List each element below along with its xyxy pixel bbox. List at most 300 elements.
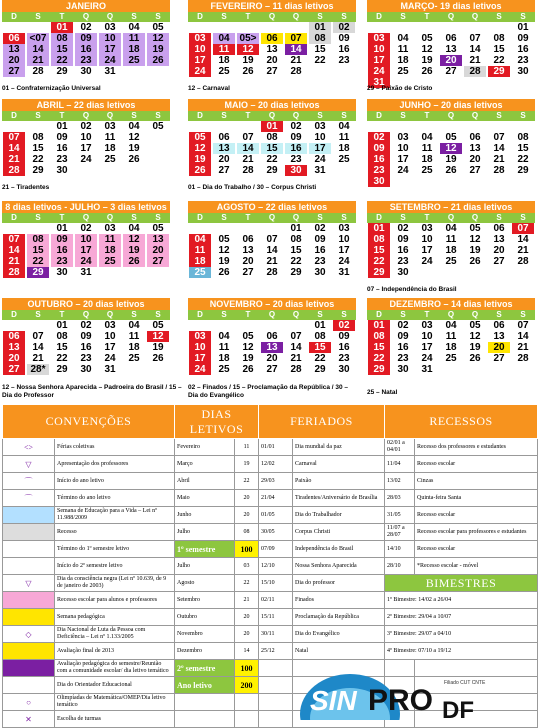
day-cell: 11 (128, 331, 140, 342)
holiday-date: 02/11 (259, 592, 293, 609)
legend-icon: ▽ (3, 575, 55, 592)
day-cell (3, 223, 25, 234)
month-label (175, 694, 235, 711)
day-cell: 30 (517, 66, 529, 77)
week-row (188, 132, 356, 143)
week-row (367, 143, 535, 154)
weekday-label: Q (471, 310, 479, 319)
week-row (2, 165, 170, 176)
weekday-label: S (221, 111, 227, 120)
day-cell: 25 (218, 364, 230, 375)
day-cell (440, 22, 462, 33)
convention-label: Dia Nacional de Luta da Pessoa com Deficiência – Lei nº 1.133/2005 (55, 626, 175, 643)
day-cell: 22 (266, 154, 278, 165)
day-cell: 20 (266, 353, 278, 364)
bimestre-period: 1º Bimestre: 14/02 a 26/04 (385, 592, 538, 609)
day-cell: 17 (80, 143, 92, 154)
day-cell (440, 176, 462, 187)
weekday-label: S (520, 111, 526, 120)
day-cell: 03 (104, 121, 116, 132)
week-row (367, 44, 535, 55)
week-row (188, 55, 356, 66)
day-cell: 27 (493, 256, 505, 267)
holiday-name: Carnaval (293, 456, 385, 473)
day-cell (123, 165, 145, 176)
week-row (367, 256, 535, 267)
month-label: Julho (175, 524, 235, 541)
weekday-label: D (376, 12, 382, 21)
day-cell: 04 (189, 234, 211, 245)
convention-label: Recesso escolar para alunos e professores (55, 592, 175, 609)
convention-label: Escolha de turmas (55, 711, 175, 728)
day-cell: 09 (80, 331, 92, 342)
day-cell (99, 267, 121, 278)
weekday-label: Q (268, 310, 276, 319)
day-cell: 05 (218, 234, 230, 245)
day-cell: 06 (469, 132, 481, 143)
day-cell: 03 (189, 33, 211, 44)
weekday-label: S (221, 213, 227, 222)
day-cell: 28 (242, 165, 254, 176)
day-cell: 29 (27, 267, 49, 278)
day-cell: 01 (368, 223, 390, 234)
recess-name: *Recesso escolar - móvel (415, 558, 538, 575)
weekday-label: S (520, 12, 526, 21)
day-cell: 23 (314, 256, 326, 267)
days-count (235, 711, 259, 728)
day-cell: 29 (56, 66, 68, 77)
day-cell: 21 (27, 55, 49, 66)
day-cell: 13 (261, 342, 283, 353)
legend-icon (3, 558, 55, 575)
day-cell: 24 (421, 353, 433, 364)
legend-icon: ▽ (3, 456, 55, 473)
day-cell: 24 (338, 256, 350, 267)
day-cell: 11 (445, 331, 457, 342)
day-cell: 01 (56, 121, 68, 132)
day-cell: 14 (469, 44, 481, 55)
day-cell: 06 (218, 132, 230, 143)
day-cell: 16 (397, 245, 409, 256)
days-count: 200 (235, 677, 259, 694)
week-row (367, 132, 535, 143)
month-title: MARÇO- 19 dias letivos (367, 0, 535, 12)
convention-label: Recesso (55, 524, 175, 541)
legend-row (3, 473, 538, 490)
day-cell: 11 (338, 132, 350, 143)
legend-icon: ⌒ (3, 473, 55, 490)
legend-row (3, 643, 538, 660)
week-row (188, 223, 356, 234)
day-cell: 03 (104, 22, 116, 33)
week-row (2, 234, 170, 245)
weekday-label: S (400, 111, 406, 120)
day-cell: 08 (56, 331, 68, 342)
recess-name: Recesso dos professores e estudantes (415, 439, 538, 456)
day-cell: 28 (32, 66, 44, 77)
month-label: 2º semestre (175, 660, 235, 677)
day-cell: 01 (56, 223, 68, 234)
day-cell: 12 (421, 44, 433, 55)
sinpro-logo-graphic (290, 666, 540, 720)
day-cell: 24 (314, 154, 326, 165)
week-row (367, 320, 535, 331)
holiday-note: 01 – Confraternização Universal (2, 85, 101, 92)
day-cell: 16 (368, 154, 390, 165)
recess-name: Recesso escolar para professores e estudantes (415, 524, 538, 541)
legend-icon: ◇ (3, 626, 55, 643)
day-cell: 25 (445, 353, 457, 364)
day-cell: 13 (493, 331, 505, 342)
day-cell (147, 132, 169, 143)
week-row (2, 245, 170, 256)
week-row (367, 223, 535, 234)
day-cell: 11 (189, 245, 211, 256)
convention-label: Semana de Educação para a Vida – Lei nº 11.988/2009 (55, 507, 175, 524)
sinpro-logo (290, 666, 540, 720)
days-count: 20 (235, 609, 259, 626)
week-row (188, 143, 356, 154)
week-row (188, 342, 356, 353)
day-cell (123, 267, 145, 278)
weekday-label: S (400, 310, 406, 319)
week-row (367, 353, 535, 364)
day-cell (440, 121, 462, 132)
legend-row (3, 558, 538, 575)
day-cell: 30 (368, 176, 390, 187)
convention-label: Férias coletivas (55, 439, 175, 456)
holiday-name: Dia mundial da paz (293, 439, 385, 456)
day-cell (261, 320, 283, 331)
day-cell: 05 (152, 223, 164, 234)
weekday-label: S (400, 12, 406, 21)
day-cell: 12 (237, 44, 259, 55)
day-cell: 22 (27, 256, 49, 267)
legend-row (3, 456, 538, 473)
recess-date: 13/02 (385, 473, 415, 490)
day-cell: 27 (3, 66, 25, 77)
day-cell: 18 (218, 353, 230, 364)
weekday-label: T (59, 310, 65, 319)
week-row (188, 66, 356, 77)
day-cell: 23 (397, 353, 409, 364)
day-cell: 10 (421, 331, 433, 342)
week-row (2, 267, 170, 278)
day-cell: 15 (314, 44, 326, 55)
holiday-name: Proclamação da República (293, 609, 385, 626)
month-label: Maio (175, 490, 235, 507)
holiday-note: 01 – Dia do Trabalho / 30 – Corpus Christi (188, 184, 317, 191)
day-cell: 17 (189, 55, 211, 66)
month-10 (188, 298, 356, 375)
day-cell (213, 121, 235, 132)
day-cell: 05 (469, 320, 481, 331)
day-cell: 20 (242, 256, 254, 267)
month-label: Julho (175, 558, 235, 575)
day-cell: 23 (80, 353, 92, 364)
days-count: 100 (235, 541, 259, 558)
week-row (2, 132, 170, 143)
day-cell: 14 (237, 143, 259, 154)
holiday-date: 12/10 (259, 558, 293, 575)
week-row (367, 55, 535, 66)
day-cell: 08 (368, 331, 390, 342)
week-row (2, 66, 170, 77)
weekday-label: Q (447, 111, 455, 120)
week-row (2, 331, 170, 342)
day-cell: 09 (338, 33, 350, 44)
weekday-label: T (59, 213, 65, 222)
day-cell: 08 (517, 132, 529, 143)
day-cell: 24 (421, 256, 433, 267)
weekday-label: D (376, 310, 382, 319)
day-cell (75, 165, 97, 176)
day-cell: 01 (517, 22, 529, 33)
days-count: 11 (235, 439, 259, 456)
day-cell: 21 (3, 154, 25, 165)
day-cell: 18 (99, 245, 121, 256)
legend-row (3, 524, 538, 541)
holiday-name: Tiradentes/Aniversário de Brasília (293, 490, 385, 507)
month-8 (367, 201, 535, 278)
legend-icon (3, 507, 55, 524)
day-cell: 27 (242, 267, 254, 278)
month-title: 8 dias letivos - JULHO – 3 dias letivos (2, 201, 170, 213)
week-row (2, 55, 170, 66)
day-cell: 06 (266, 331, 278, 342)
day-cell: 22 (368, 353, 390, 364)
weekday-label: S (400, 213, 406, 222)
day-cell (512, 267, 534, 278)
day-cell: 05 (445, 132, 457, 143)
holiday-date (259, 694, 293, 711)
day-cell (464, 22, 486, 33)
weekday-label: S (131, 12, 137, 21)
month-7 (188, 201, 356, 278)
day-cell: 28 (493, 165, 505, 176)
month-label: Março (175, 456, 235, 473)
recess-name: Cinzas (415, 473, 538, 490)
day-cell (213, 223, 235, 234)
day-cell (285, 320, 307, 331)
day-cell (147, 143, 169, 154)
day-cell: 18 (104, 143, 116, 154)
day-cell: 04 (128, 22, 140, 33)
day-cell (392, 22, 414, 33)
week-row (188, 154, 356, 165)
week-row (188, 44, 356, 55)
day-cell (237, 320, 259, 331)
day-cell: 18 (189, 256, 211, 267)
day-cell: 04 (128, 320, 140, 331)
day-cell: 27 (266, 364, 278, 375)
day-cell: 12 (469, 331, 481, 342)
week-row (367, 165, 535, 176)
bimestres-header: BIMESTRES (385, 575, 538, 592)
days-count: 20 (235, 626, 259, 643)
day-cell: 30 (56, 267, 68, 278)
day-cell: 24 (80, 154, 92, 165)
holiday-date: 15/10 (259, 575, 293, 592)
day-cell: 22 (56, 353, 68, 364)
day-cell: 28* (27, 364, 49, 375)
day-cell: 19 (469, 245, 481, 256)
week-row (2, 33, 170, 44)
weekday-label: Q (471, 213, 479, 222)
weekday-label: T (245, 213, 251, 222)
day-cell: 10 (421, 234, 433, 245)
day-cell: 28 (3, 165, 25, 176)
day-cell: 13 (213, 143, 235, 154)
day-cell: 04 (421, 132, 433, 143)
legend-icon: <> (3, 439, 55, 456)
holiday-date: 07/09 (259, 541, 293, 558)
month-title: SETEMBRO – 21 dias letivos (367, 201, 535, 213)
holiday-date: 12/02 (259, 456, 293, 473)
day-cell (123, 364, 145, 375)
school-days-header: DIAS LETIVOS (175, 405, 259, 439)
day-cell: 25 (189, 267, 211, 278)
weekday-label: T (424, 111, 430, 120)
weekday-label: T (59, 12, 65, 21)
day-cell: 19 (469, 342, 481, 353)
day-cell: 30 (338, 364, 350, 375)
day-cell: 03 (421, 223, 433, 234)
day-cell: 09 (397, 331, 409, 342)
day-cell: 07 (290, 331, 302, 342)
day-cell: 11 (99, 234, 121, 245)
weekday-label: S (341, 213, 347, 222)
day-cell: 14 (32, 342, 44, 353)
day-cell: 08 (290, 234, 302, 245)
recess-date: 02/01 a 04/01 (385, 439, 415, 456)
week-row (367, 176, 535, 187)
day-cell: 15 (517, 143, 529, 154)
weekday-label: S (317, 213, 323, 222)
day-cell: 24 (189, 66, 211, 77)
month-5 (367, 99, 535, 187)
legend-row (3, 439, 538, 456)
day-cell: 10 (80, 132, 92, 143)
week-row (2, 121, 170, 132)
weekday-label: T (245, 111, 251, 120)
month-label: 1º semestre (175, 541, 235, 558)
weekday-label: S (35, 111, 41, 120)
day-cell (333, 165, 355, 176)
weekday-label: D (11, 12, 17, 21)
convention-label: Olimpíadas de Matemática/OMEP/Dia letivo temático (55, 694, 175, 711)
day-cell: 30 (285, 165, 307, 176)
day-cell: 07 (512, 223, 534, 234)
day-cell: 11 (213, 44, 235, 55)
weekday-header (367, 111, 535, 121)
convention-label: Avaliação pedagógica do semestre/Reunião com a comunidade escolar/ dia letivo temático (55, 660, 175, 677)
day-cell: 02 (80, 121, 92, 132)
day-cell: 23 (338, 353, 350, 364)
day-cell: 11 (445, 234, 457, 245)
convention-label: Término do ano letivo (55, 490, 175, 507)
day-cell: 02 (80, 223, 92, 234)
day-cell: 05 (421, 33, 433, 44)
days-count (235, 694, 259, 711)
day-cell (189, 223, 211, 234)
week-row (188, 320, 356, 331)
day-cell: 21 (517, 245, 529, 256)
weekday-label: S (221, 310, 227, 319)
legend-icon: ✕ (3, 711, 55, 728)
weekday-label: Q (447, 213, 455, 222)
days-count: 19 (235, 456, 259, 473)
weekday-header (188, 310, 356, 320)
weekday-label: S (131, 111, 137, 120)
month-11 (367, 298, 535, 375)
convention-label: Avaliação final de 2013 (55, 643, 175, 660)
weekday-header (367, 12, 535, 22)
week-row (188, 245, 356, 256)
month-4 (188, 99, 356, 176)
day-cell (189, 121, 211, 132)
weekday-label: S (155, 310, 161, 319)
day-cell (3, 121, 25, 132)
recess-name: Recesso escolar (415, 507, 538, 524)
day-cell: 03 (314, 121, 326, 132)
day-cell: 27 (3, 364, 25, 375)
day-cell: 27 (266, 66, 278, 77)
weekday-label: S (317, 310, 323, 319)
weekday-label: S (35, 12, 41, 21)
day-cell: 30 (80, 364, 92, 375)
day-cell: 03 (338, 223, 350, 234)
day-cell: 04 (445, 320, 457, 331)
day-cell: 31 (104, 66, 116, 77)
day-cell: 12 (147, 33, 169, 44)
day-cell: 09 (75, 33, 97, 44)
legend-icon (3, 609, 55, 626)
month-9 (2, 298, 170, 375)
day-cell: 26 (147, 55, 169, 66)
day-cell: 17 (189, 353, 211, 364)
day-cell: 15 (368, 342, 390, 353)
weekday-label: Q (292, 12, 300, 21)
day-cell: 06 (3, 33, 25, 44)
recess-date: 31/05 (385, 507, 415, 524)
day-cell: 30 (56, 165, 68, 176)
weekday-label: S (496, 12, 502, 21)
day-cell: 05> (237, 33, 259, 44)
weekday-label: T (424, 12, 430, 21)
day-cell: 01 (51, 22, 73, 33)
legend-icon (3, 643, 55, 660)
day-cell: 15 (309, 342, 331, 353)
day-cell: 02 (397, 320, 409, 331)
day-cell: 19 (445, 154, 457, 165)
weekday-label: D (376, 111, 382, 120)
day-cell: 10 (314, 132, 326, 143)
day-cell: 25 (99, 256, 121, 267)
convention-label: Apresentação dos professores (55, 456, 175, 473)
holiday-note: 12 – Nossa Senhora Aparecida – Padroeira do Brasil / 15 – Dia do Professor (2, 384, 182, 399)
weekday-label: T (424, 213, 430, 222)
month-label: Setembro (175, 592, 235, 609)
week-row (2, 143, 170, 154)
day-cell (261, 223, 283, 234)
day-cell: 05 (242, 331, 254, 342)
day-cell: 22 (32, 154, 44, 165)
day-cell: 10 (338, 234, 350, 245)
day-cell: 06 (445, 33, 457, 44)
day-cell: 22 (314, 353, 326, 364)
day-cell: 11 (218, 342, 230, 353)
